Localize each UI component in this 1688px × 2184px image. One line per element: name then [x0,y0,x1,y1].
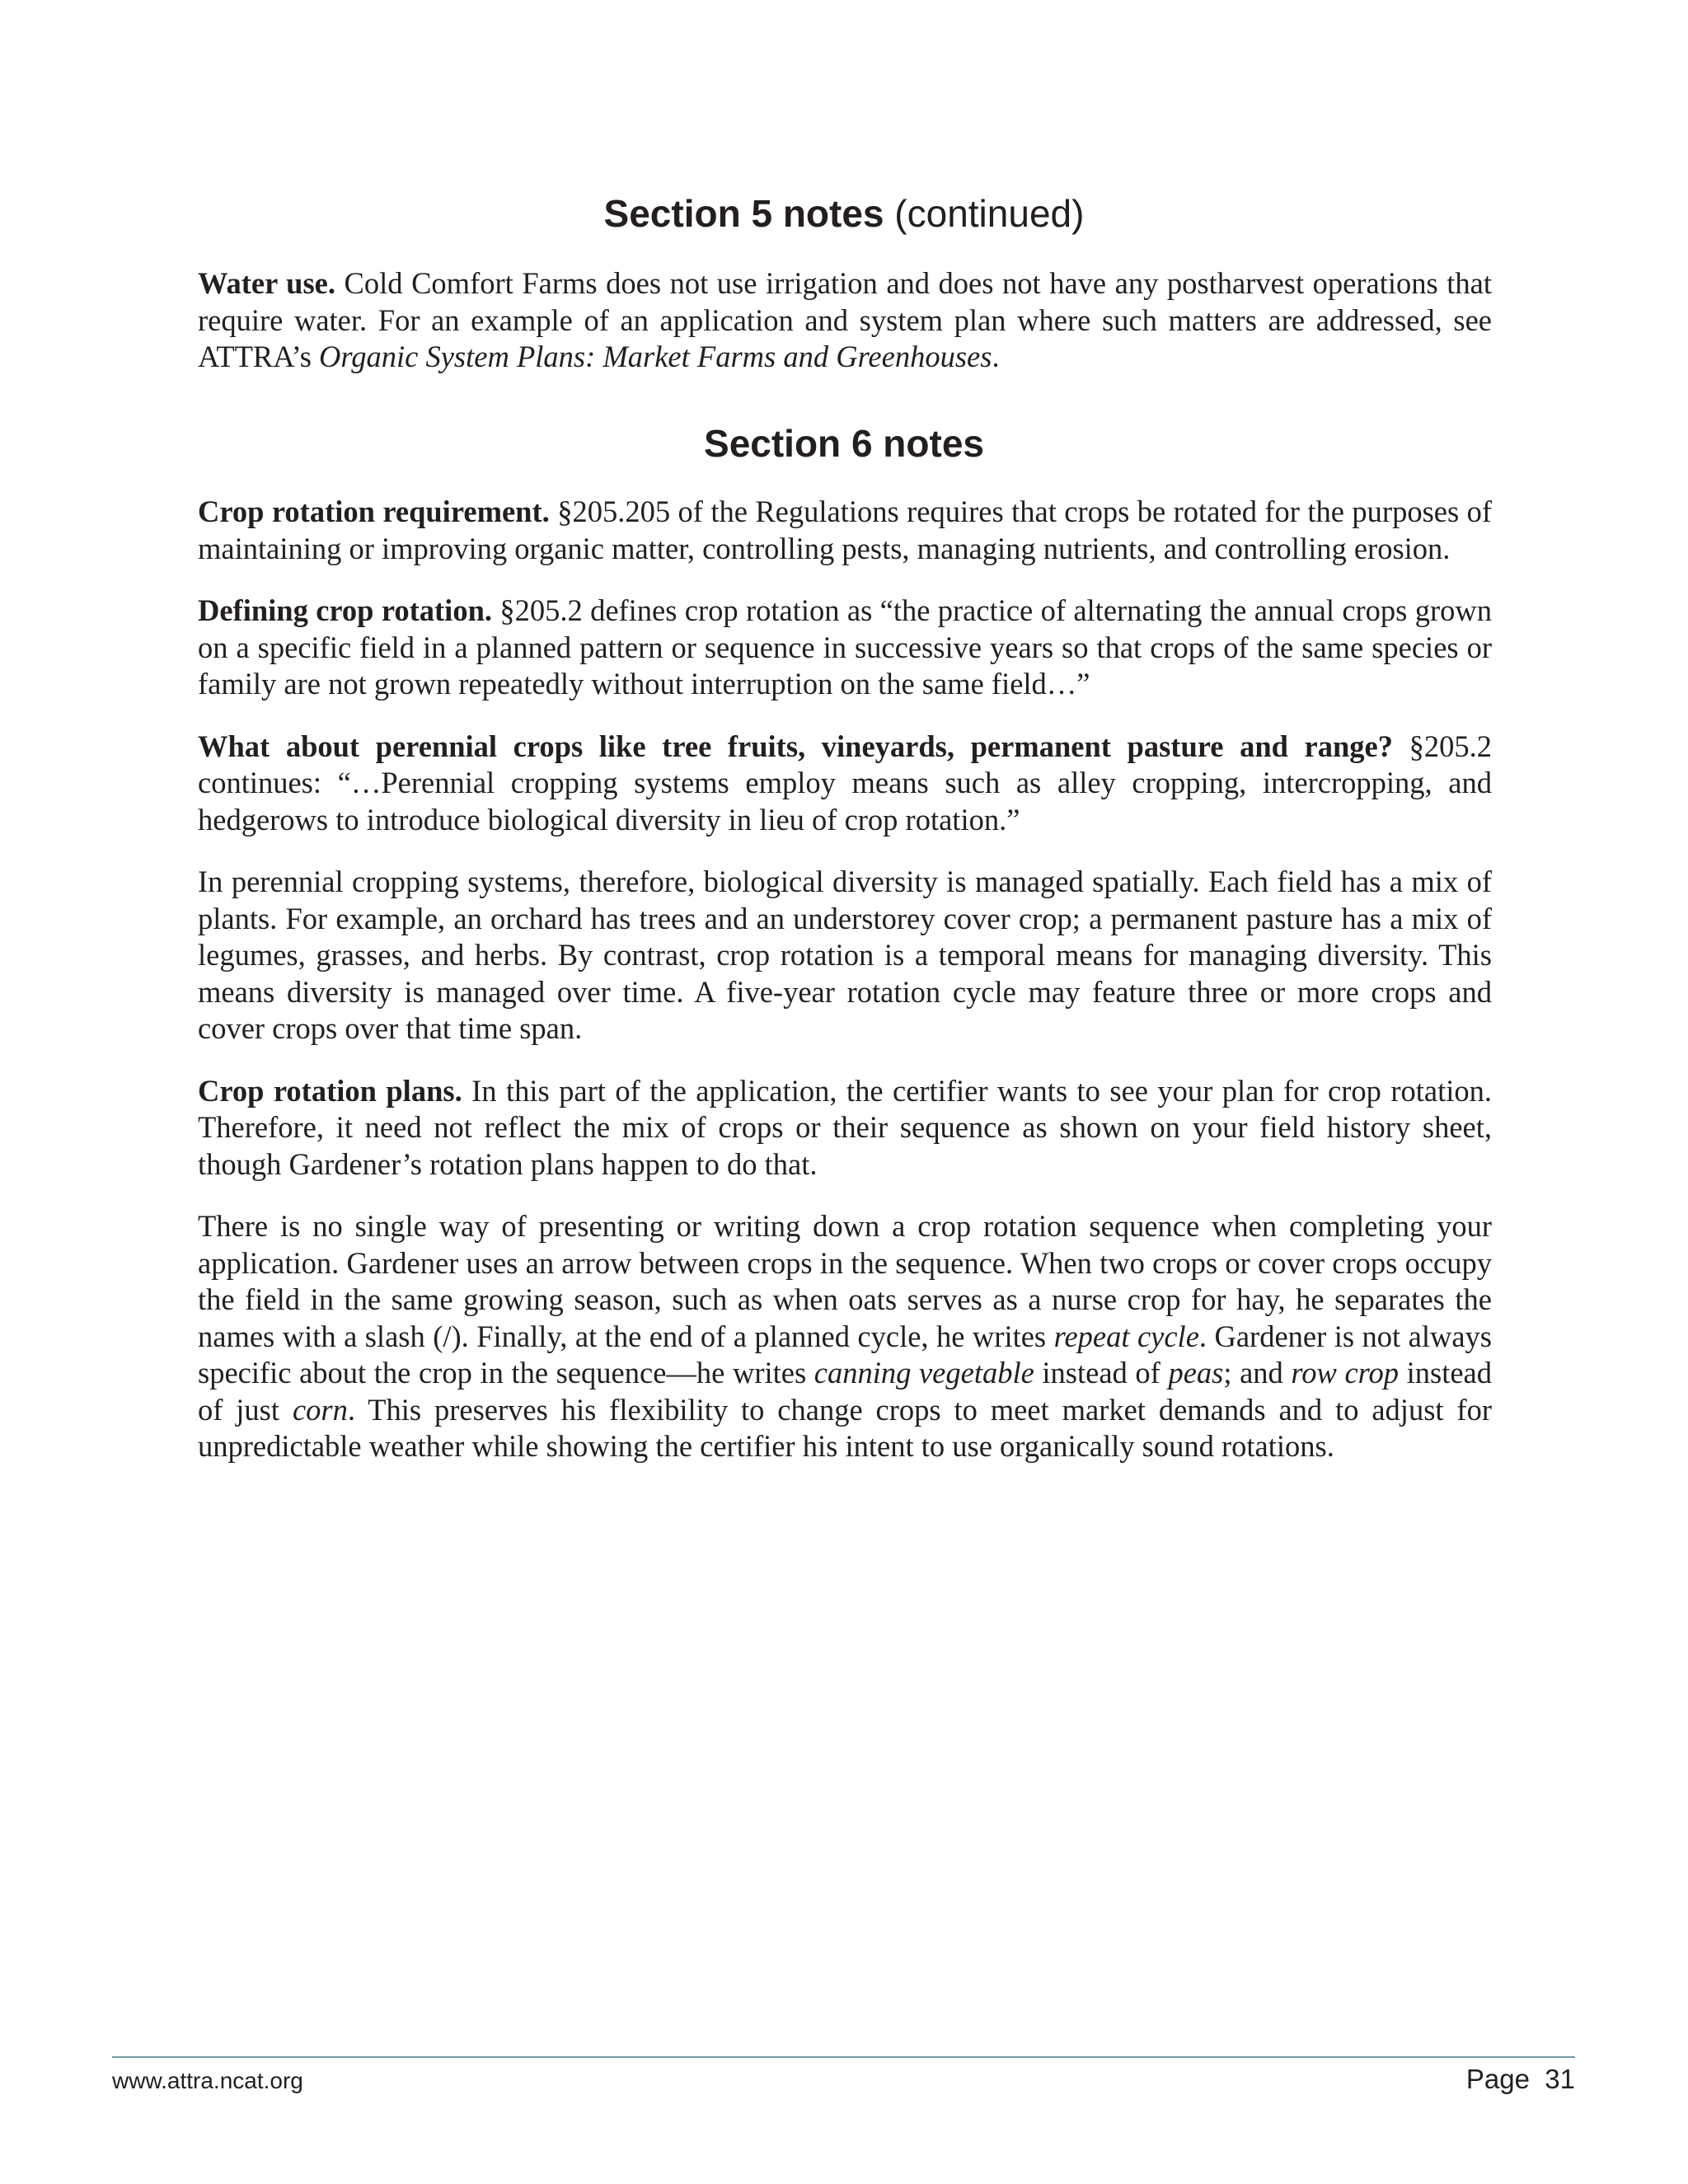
rotation-italic-corn: corn [292,1392,348,1427]
defining-crop-rotation-lead: Defining crop rotation. [198,593,492,627]
water-use-lead: Water use. [198,266,336,300]
rotation-text-2: . Gardener is not always specific about the crop in the sequence—he writes [198,1319,1492,1390]
section5-heading-continued: (continued) [894,192,1085,235]
defining-crop-rotation-text: §205.2 defines crop rotation as “the practice of alternating the annual crops grown on a specific field in a planned pattern or sequence in successive years so that crops of the same species or family are not grown repeatedly without interruption on the same field…” [198,593,1492,701]
section5-heading-bold: Section 5 notes [603,192,884,235]
crop-rotation-requirement-paragraph [198,494,1492,567]
crop-rotation-plans-text: In this part of the application, the certifier wants to see your plan for crop rotation. Therefore, it need not reflect the mix of crops or their sequence as shown on your field history sheet, though Gardener’s rotation plans happen to do that. [198,1073,1493,1181]
rotation-text-1: There is no single way of presenting or writing down a crop rotation sequence when completing your application. Gardener uses an arrow between crops in the sequence. When two crops or cover crops occupy the field in the same growing season, such as when oats serves as a nurse crop for hay, he separates the names with a slash (/). Finally, at the end of a planned cycle, he writes [198,1209,1492,1353]
footer-website-link[interactable]: www.attra.ncat.org [112,2068,303,2093]
crop-rotation-requirement-lead: Crop rotation requirement. [198,494,550,528]
defining-crop-rotation-paragraph [198,593,1492,703]
section6-body [198,494,1492,1491]
crop-rotation-plans-lead: Crop rotation plans. [198,1073,462,1108]
page-number: Page 31 [1465,2064,1575,2094]
rotation-text-4: ; and [1223,1356,1292,1390]
perennial-crops-paragraph [198,729,1492,839]
rotation-italic-peas: peas [1168,1356,1224,1390]
rotation-text-5: instead of just [198,1356,1493,1427]
section6-heading: Section 6 notes [704,422,984,465]
perennial-systems-paragraph: In perennial cropping systems, therefore, biological diversity is managed spatially. Each field has a mix of plants. For example, an orchard has trees and an understorey cover crop; a permanent pasture has a mix of legumes, grasses, and herbs. By contrast, crop rotation is a temporal means for managing diversity. This means diversity is managed over time. A five-year rotation cycle may feature three or more crops and cover crops over that time span. [198,865,1492,1045]
rotation-text-3: instead of [1034,1356,1169,1390]
rotation-sequence-paragraph [198,1208,1492,1465]
rotation-italic-repeat-cycle: repeat cycle [1053,1319,1199,1353]
rotation-italic-canning-vegetable: canning vegetable [814,1356,1034,1390]
section5-heading [0,191,1688,236]
crop-rotation-requirement-text: §205.205 of the Regulations requires that crops be rotated for the purposes of maintaining or improving organic matter, controlling pests, managing nutrients, and controlling erosion. [198,494,1493,565]
water-use-paragraph [198,265,1492,376]
perennial-crops-text: §205.2 continues: “…Perennial cropping systems employ means such as alley cropping, intercropping, and hedgerows to introduce biological diversity in lieu of crop rotation.” [198,729,1493,837]
water-use-text: Cold Comfort Farms does not use irrigation and does not have any postharvest operations that require water. For an example of an application and system plan where such matters are addressed, see ATTRA’s [198,266,1492,373]
crop-rotation-plans-paragraph [198,1073,1492,1183]
rotation-text-6: . This preserves his flexibility to change crops to meet market demands and to adjust for unpredictable weather while showing the certifier his intent to use organically sound rotations. [198,1392,1492,1463]
water-use-end: . [992,340,1000,373]
rotation-italic-row-crop: row crop [1291,1356,1400,1390]
water-use-publication-title: Organic System Plans: Market Farms and Greenhouses [319,340,992,373]
footer-divider [112,2056,1575,2058]
perennial-crops-lead: What about perennial crops like tree fruits, vineyards, permanent pasture and range? [198,729,1394,763]
section5-body [198,265,1492,401]
